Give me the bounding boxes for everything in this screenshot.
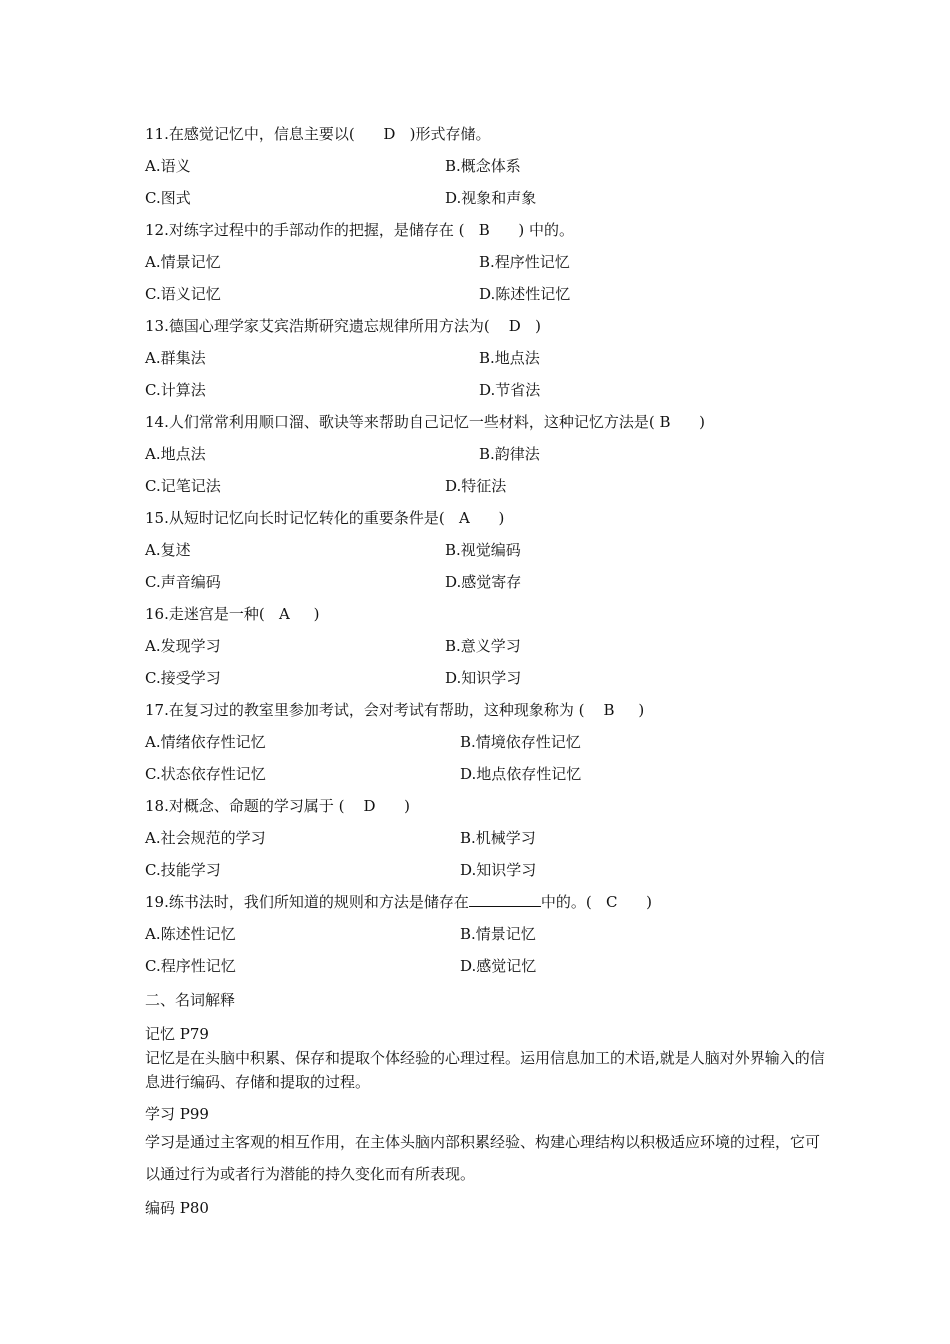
option-a: A.复述 <box>145 541 191 559</box>
option-d: D.知识学习 <box>445 669 522 687</box>
option-c: C.图式 <box>145 189 191 207</box>
question-19-stem-end: 中的。( C ) <box>540 893 652 911</box>
question-13-options <box>145 342 825 374</box>
question-12-options-2 <box>145 278 825 310</box>
option-d: D.感觉记忆 <box>460 957 537 975</box>
question-18-options <box>145 822 825 854</box>
question-17-options-2 <box>145 758 825 790</box>
option-b: B.意义学习 <box>445 637 521 655</box>
question-15: 15.从短时记忆向长时记忆转化的重要条件是( A ) <box>145 509 505 527</box>
term-learning: 学习 P99 <box>145 1105 209 1123</box>
option-b: B.情境依存性记忆 <box>460 733 581 751</box>
question-11-options-2 <box>145 182 825 214</box>
question-16-options-2 <box>145 662 825 694</box>
term-memory: 记忆 P79 <box>145 1025 209 1043</box>
option-d: D.地点依存性记忆 <box>460 765 582 783</box>
question-17: 17.在复习过的教室里参加考试，会对考试有帮助，这种现象称为 ( B ) <box>145 701 645 719</box>
option-a: A.社会规范的学习 <box>145 829 266 847</box>
question-19-options-2 <box>145 950 825 982</box>
option-c: C.计算法 <box>145 381 206 399</box>
question-18-options-2 <box>145 854 825 886</box>
question-15-options-2 <box>145 566 825 598</box>
question-16-options <box>145 630 825 662</box>
question-15-options <box>145 534 825 566</box>
option-a: A.发现学习 <box>145 637 221 655</box>
option-d: D.陈述性记忆 <box>479 285 571 303</box>
question-12-options <box>145 246 825 278</box>
option-a: A.语义 <box>145 157 191 175</box>
option-d: D.知识学习 <box>460 861 537 879</box>
option-c: C.技能学习 <box>145 861 221 879</box>
option-b: B.机械学习 <box>460 829 536 847</box>
document-page <box>145 118 825 1220</box>
question-11-options <box>145 150 825 182</box>
question-14-options-2 <box>145 470 825 502</box>
question-13-options-2 <box>145 374 825 406</box>
question-13: 13.德国心理学家艾宾浩斯研究遗忘规律所用方法为( D ) <box>145 317 541 335</box>
question-14: 14.人们常常利用顺口溜、歌诀等来帮助自己记忆一些材料，这种记忆方法是( B ) <box>145 413 705 431</box>
option-b: B.韵律法 <box>479 445 540 463</box>
option-d: D.节省法 <box>479 381 541 399</box>
option-c: C.接受学习 <box>145 669 221 687</box>
option-b: B.程序性记忆 <box>479 253 570 271</box>
question-19-options <box>145 918 825 950</box>
option-d: D.感觉寄存 <box>445 573 522 591</box>
question-11: 11.在感觉记忆中，信息主要以( D )形式存储。 <box>145 125 491 143</box>
option-a: A.情绪依存性记忆 <box>145 733 266 751</box>
option-b: B.地点法 <box>479 349 540 367</box>
option-d: D.特征法 <box>445 477 507 495</box>
option-c: C.状态依存性记忆 <box>145 765 266 783</box>
option-b: B.概念体系 <box>445 157 521 175</box>
question-12: 12.对练字过程中的手部动作的把握，是储存在 ( B ) 中的。 <box>145 221 575 239</box>
option-d: D.视象和声象 <box>445 189 537 207</box>
question-19-stem-start: 19.练书法时，我们所知道的规则和方法是储存在 <box>145 893 469 911</box>
option-c: C.声音编码 <box>145 573 221 591</box>
option-a: A.陈述性记忆 <box>145 925 236 943</box>
option-a: A.群集法 <box>145 349 206 367</box>
question-17-options <box>145 726 825 758</box>
question-19 <box>145 886 825 918</box>
section-heading: 二、名词解释 <box>145 991 236 1009</box>
option-b: B.情景记忆 <box>460 925 536 943</box>
option-c: C.语义记忆 <box>145 285 221 303</box>
option-c: C.程序性记忆 <box>145 957 236 975</box>
term-encoding: 编码 P80 <box>145 1199 209 1217</box>
option-b: B.视觉编码 <box>445 541 521 559</box>
definition-learning: 学习是通过主客观的相互作用，在主体头脑内部积累经验、构建心理结构以积极适应环境的过程，它可以通过行为或者行为潜能的持久变化而有所表现。 <box>145 1133 821 1183</box>
question-16: 16.走迷宫是一种( A ) <box>145 605 320 623</box>
definition-memory: 记忆是在头脑中积累、保存和提取个体经验的心理过程。运用信息加工的术语,就是人脑对外界输入的信息进行编码、存储和提取的过程。 <box>145 1049 825 1091</box>
option-c: C.记笔记法 <box>145 477 221 495</box>
option-a: A.地点法 <box>145 445 206 463</box>
question-18: 18.对概念、命题的学习属于 ( D ) <box>145 797 411 815</box>
answer-blank <box>469 892 541 907</box>
question-14-options <box>145 438 825 470</box>
option-a: A.情景记忆 <box>145 253 221 271</box>
